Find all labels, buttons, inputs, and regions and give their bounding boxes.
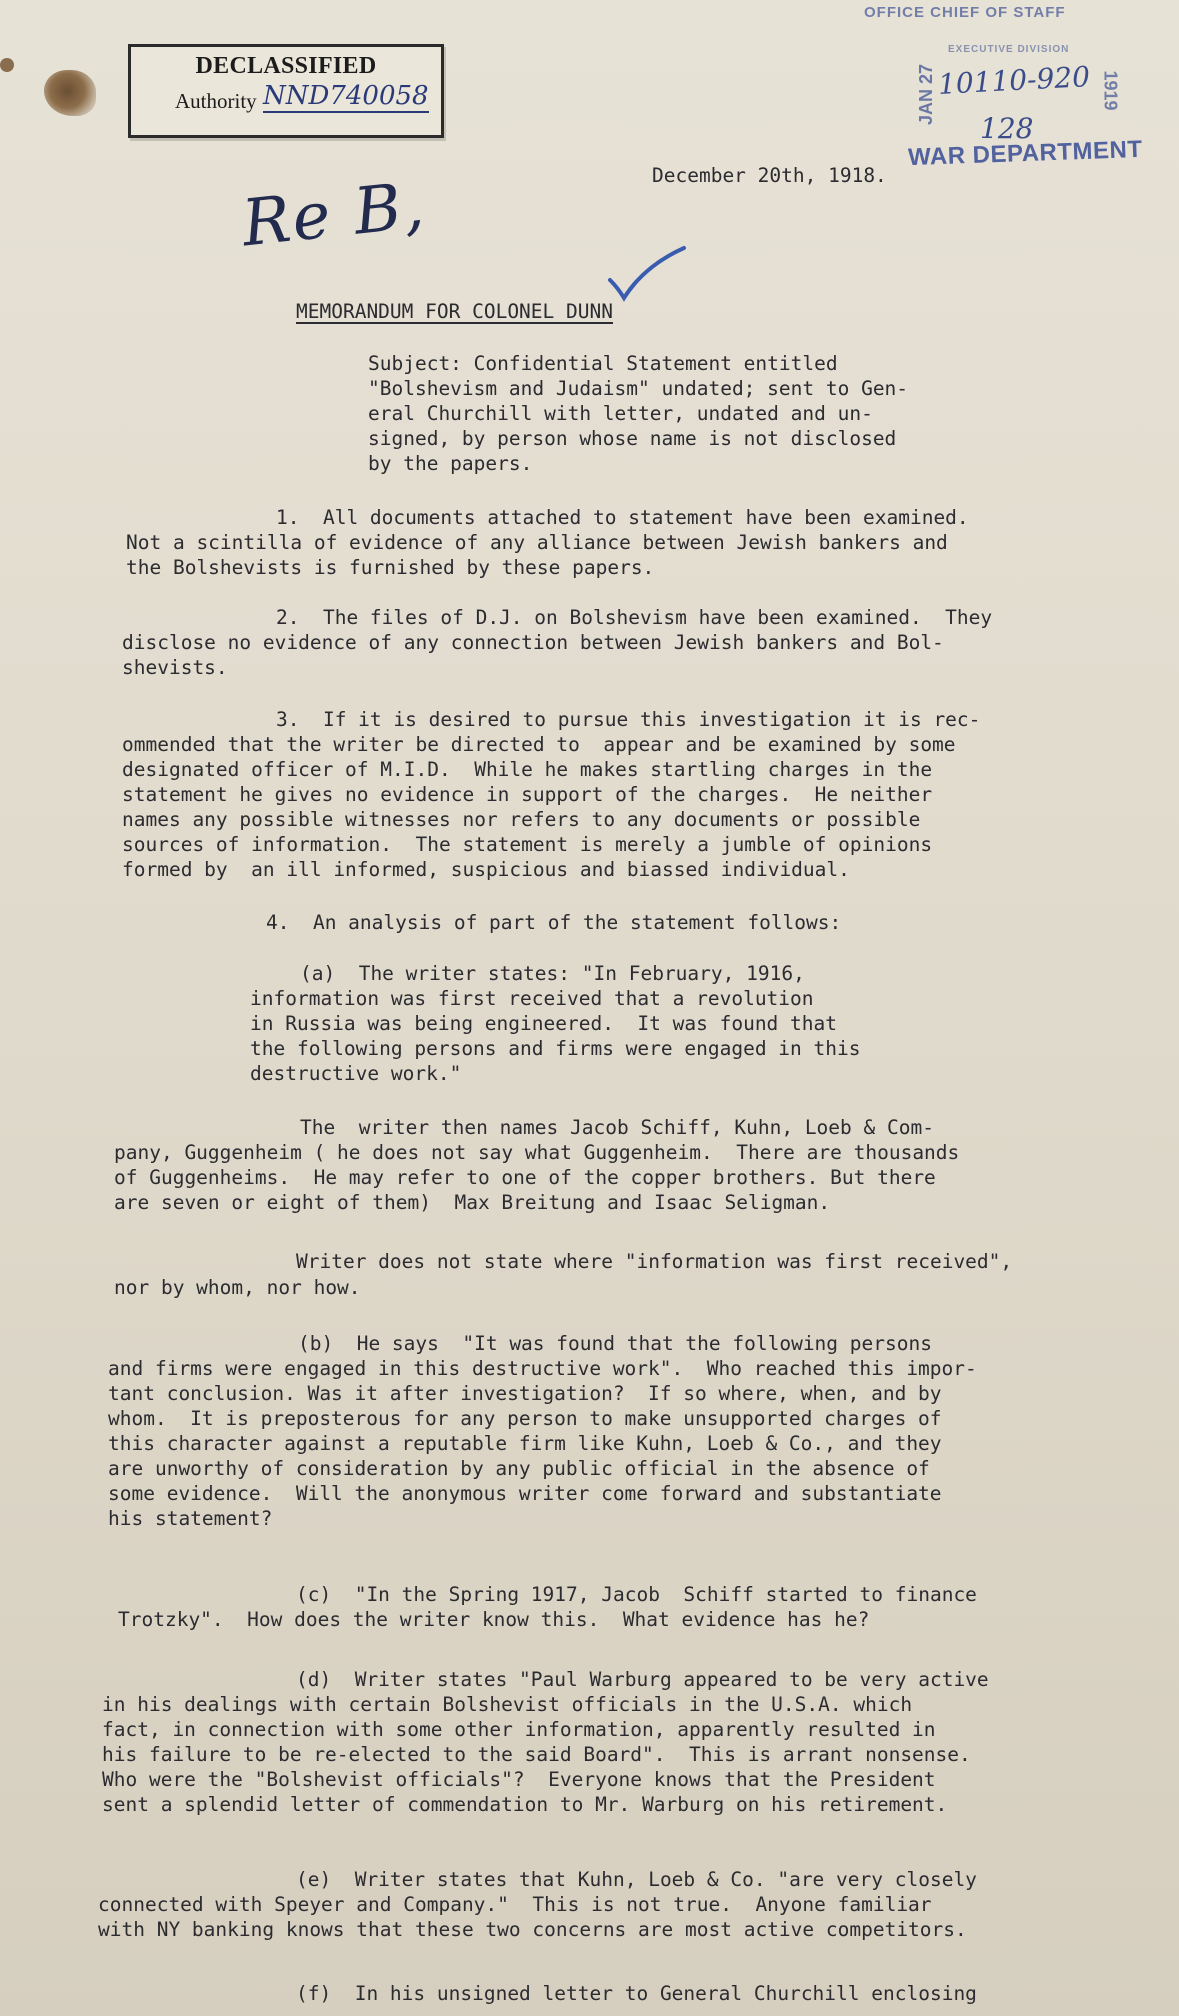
sub-number-handwritten: 128: [980, 112, 1034, 145]
authority-label: Authority: [175, 89, 257, 113]
point-b-line: tant conclusion. Was it after investigation? If so where, when, and by: [108, 1382, 942, 1405]
subject-line: eral Churchill with letter, undated and un-: [368, 402, 873, 425]
paragraph-3-line: ommended that the writer be directed to appear and be examined by some: [122, 733, 956, 756]
point-c-line: Trotzky". How does the writer know this. What evidence has he?: [118, 1608, 870, 1631]
subject-line: by the papers.: [368, 452, 533, 475]
paragraph-2-line: disclose no evidence of any connection between Jewish bankers and Bol-: [122, 631, 944, 654]
point-d-line: his failure to be re-elected to the said Board". This is arrant nonsense.: [102, 1743, 971, 1766]
paragraph-4-line: 4. An analysis of part of the statement follows:: [266, 911, 842, 934]
office-stamp: OFFICE CHIEF OF STAFF: [864, 4, 1066, 21]
checkmark-icon: [608, 244, 688, 304]
paragraph-3-line: statement he gives no evidence in support of the charges. He neither: [122, 783, 933, 806]
point-d-line: fact, in connection with some other information, apparently resulted in: [102, 1718, 936, 1741]
point-e-line: (e) Writer states that Kuhn, Loeb & Co. "are very closely: [296, 1868, 977, 1891]
punch-hole: [0, 58, 14, 72]
names-line: The writer then names Jacob Schiff, Kuhn, Loeb & Com-: [300, 1116, 934, 1139]
paragraph-3-line: 3. If it is desired to pursue this investigation it is rec-: [276, 708, 981, 731]
subject-line: Subject: Confidential Statement entitled: [368, 352, 838, 375]
war-department-stamp: WAR DEPARTMENT: [907, 135, 1143, 172]
received-year-stamp: 1919: [1100, 70, 1121, 111]
quote-a-line: destructive work.": [250, 1062, 462, 1085]
point-f-line: (f) In his unsigned letter to General Churchill enclosing: [296, 1982, 977, 2005]
point-d-line: Who were the "Bolshevist officials"? Everyone knows that the President: [102, 1768, 936, 1791]
paragraph-2-line: 2. The files of D.J. on Bolshevism have been examined. They: [276, 606, 993, 629]
received-date-stamp: JAN 27: [916, 63, 937, 126]
names-line: are seven or eight of them) Max Breitung and Isaac Seligman.: [114, 1191, 831, 1214]
executive-division-stamp: EXECUTIVE DIVISION: [948, 44, 1070, 55]
source-line: nor by whom, nor how.: [114, 1276, 361, 1299]
file-number-handwritten: 10110-920: [937, 60, 1091, 101]
point-d-line: sent a splendid letter of commendation to Mr. Warburg on his retirement.: [102, 1793, 948, 1816]
point-b-line: whom. It is preposterous for any person to make unsupported charges of: [108, 1407, 942, 1430]
quote-a-line: in Russia was being engineered. It was found that: [250, 1012, 837, 1035]
subject-line: "Bolshevism and Judaism" undated; sent to Gen-: [368, 377, 909, 400]
point-b-line: and firms were engaged in this destructive work". Who reached this impor-: [108, 1357, 977, 1380]
point-d-line: (d) Writer states "Paul Warburg appeared to be very active: [296, 1668, 989, 1691]
paragraph-3-line: designated officer of M.I.D. While he makes startling charges in the: [122, 758, 933, 781]
quote-a-line: the following persons and firms were engaged in this: [250, 1037, 861, 1060]
paragraph-3-line: formed by an ill informed, suspicious and biassed individual.: [122, 858, 850, 881]
point-c-line: (c) "In the Spring 1917, Jacob Schiff started to finance: [296, 1583, 977, 1606]
authority-number: NND740058: [263, 81, 429, 111]
paragraph-2-line: shevists.: [122, 656, 228, 679]
paragraph-1-line: the Bolshevists is furnished by these papers.: [126, 556, 655, 579]
names-line: pany, Guggenheim ( he does not say what Guggenheim. There are thousands: [114, 1141, 960, 1164]
re-b-handwritten-note: Re B,: [238, 168, 430, 262]
point-e-line: connected with Speyer and Company." This is not true. Anyone familiar: [98, 1893, 932, 1916]
paragraph-1-line: Not a scintilla of evidence of any alliance between Jewish bankers and: [126, 531, 948, 554]
subject-line: signed, by person whose name is not disclosed: [368, 427, 897, 450]
point-b-line: this character against a reputable firm like Kuhn, Loeb & Co., and they: [108, 1432, 942, 1455]
point-b-line: some evidence. Will the anonymous writer come forward and substantiate: [108, 1482, 942, 1505]
paragraph-3-line: sources of information. The statement is merely a jumble of opinions: [122, 833, 933, 856]
point-b-line: (b) He says "It was found that the following persons: [298, 1332, 932, 1355]
point-d-line: in his dealings with certain Bolshevist officials in the U.S.A. which: [102, 1693, 913, 1716]
paper-stain: [44, 70, 96, 116]
paragraph-3-line: names any possible witnesses nor refers to any documents or possible: [122, 808, 921, 831]
letter-date: December 20th, 1918.: [652, 164, 887, 187]
paragraph-1-line: 1. All documents attached to statement have been examined.: [276, 506, 969, 529]
declassified-title: DECLASSIFIED: [195, 53, 377, 79]
quote-a-line: (a) The writer states: "In February, 1916,: [300, 962, 805, 985]
point-e-line: with NY banking knows that these two concerns are most active competitors.: [98, 1918, 967, 1941]
names-line: of Guggenheims. He may refer to one of the copper brothers. But there: [114, 1166, 936, 1189]
source-line: Writer does not state where "information was first received",: [296, 1250, 1013, 1273]
point-b-line: his statement?: [108, 1507, 273, 1530]
quote-a-line: information was first received that a revolution: [250, 987, 814, 1010]
declassified-stamp: [128, 44, 444, 138]
memo-heading: MEMORANDUM FOR COLONEL DUNN: [296, 300, 613, 323]
point-b-line: are unworthy of consideration by any public official in the absence of: [108, 1457, 930, 1480]
